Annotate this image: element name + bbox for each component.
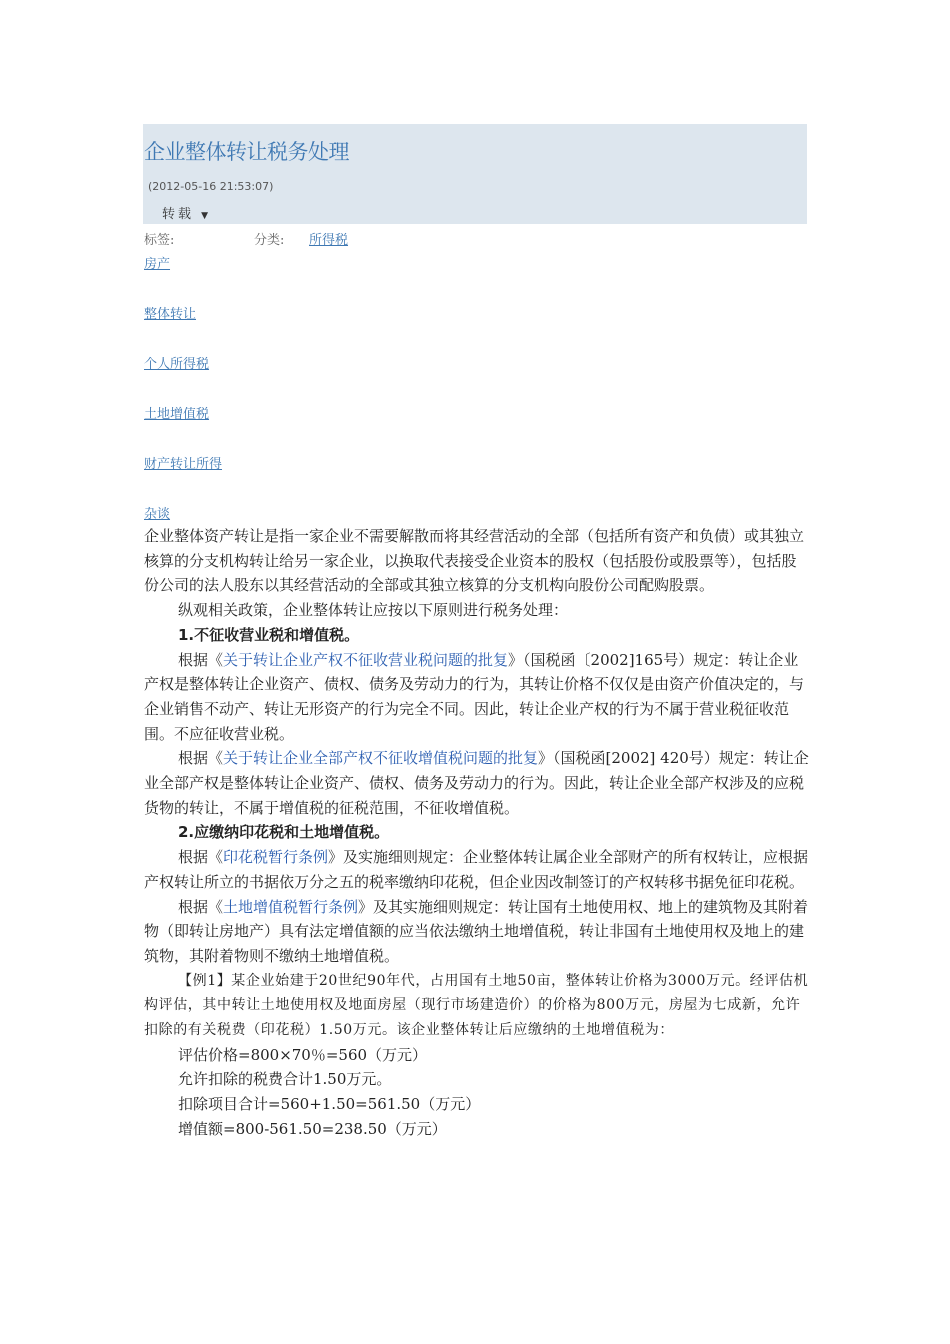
regulation-link[interactable]: 关于转让企业产权不征收营业税问题的批复 — [223, 650, 509, 669]
tag-item — [144, 303, 222, 353]
regulation-link[interactable]: 土地增值税暂行条例 — [223, 897, 359, 916]
repost-dropdown[interactable] — [162, 203, 208, 222]
section-heading-2: 2.应缴纳印花税和土地增值税。 — [178, 823, 390, 842]
paragraph-business-tax — [144, 648, 810, 747]
section-heading-1: 1.不征收营业税和增值税。 — [178, 625, 360, 644]
paragraph-land-vat — [144, 895, 810, 969]
article-body — [144, 524, 810, 1142]
tag-list — [144, 253, 222, 553]
category-link[interactable]: 所得税 — [309, 233, 349, 248]
intro-paragraph: 企业整体资产转让是指一家企业不需要解散而将其经营活动的全部（包括所有资产和负债）或其独立核算的分支机构转让给另一家企业，以换取代表接受企业资本的股权（包括股份或股票等），包括股份公司的法人股东以其经营活动的全部或其独立核算的分支机构向股份公司配购股票。 — [144, 527, 805, 595]
example-paragraph: 【例1】某企业始建于20世纪90年代，占用国有土地50亩，整体转让价格为3000万元。经评估机构评估，其中转让土地使用权及地面房屋（现行市场建造价）的价格为800万元，房屋为七成新，允许扣除的有关税费（印花税）1.50万元。该企业整体转让后应缴纳的土地增值税为： — [144, 972, 809, 1039]
policy-paragraph: 纵观相关政策，企业整体转让应按以下原则进行税务处理： — [178, 601, 569, 620]
regulation-link[interactable]: 关于转让企业全部产权不征收增值税问题的批复 — [223, 749, 539, 768]
repost-label: 转载 — [162, 207, 195, 222]
tag-link[interactable]: 杂谈 — [144, 507, 171, 522]
tag-item — [144, 403, 222, 453]
text: 》（国税函[2002] 420号）规定：转让企业全部产权是整体转让企业资产、债权、债务及劳动力的行为。因此，转让企业全部产权涉及的应税货物的转让，不属于增值税的征税范围，不征收增值税。 — [144, 749, 809, 817]
dropdown-arrow-icon: ▼ — [201, 211, 209, 221]
tag-item — [144, 353, 222, 403]
text: 根据《 — [178, 897, 224, 916]
text: 》（国税函〔2002]165号）规定：转让企业产权是整体转让企业资产、债权、债务及劳动力的行为，其转让价格不仅仅是由资产价值决定的，与企业销售不动产、转让无形资产的行为完全不同。因此，转让企业产权的行为不属于营业税征收范围。不应征收营业税。 — [144, 650, 805, 743]
calc-line: 允许扣除的税费合计1.50万元。 — [178, 1070, 392, 1089]
regulation-link[interactable]: 印花税暂行条例 — [223, 848, 329, 867]
calc-line: 评估价格=800×70％=560（万元） — [178, 1045, 428, 1064]
text: 根据《 — [178, 848, 224, 867]
tag-link[interactable]: 房产 — [144, 257, 171, 272]
tag-link[interactable]: 土地增值税 — [144, 407, 210, 422]
article-header — [143, 124, 807, 224]
text: 》及其实施细则规定：转让国有土地使用权、地上的建筑物及其附着物（即转让房地产）具有法定增值额的应当依法缴纳土地增值税，转让非国有土地使用权及地上的建筑物，其附着物则不缴纳土地增值税。 — [144, 897, 809, 965]
tag-item — [144, 453, 222, 503]
text: 根据《 — [178, 749, 224, 768]
tag-link[interactable]: 个人所得税 — [144, 357, 210, 372]
tag-link[interactable]: 财产转让所得 — [144, 457, 223, 472]
calc-line: 扣除项目合计=560+1.50=561.50（万元） — [178, 1095, 481, 1114]
calc-line: 增值额=800-561.50=238.50（万元） — [178, 1119, 447, 1138]
text: 》及实施细则规定：企业整体转让属企业全部财产的所有权转让，应根据产权转让所立的书据依万分之五的税率缴纳印花税，但企业因改制签订的产权转移书据免征印花税。 — [144, 848, 809, 891]
article-title: 企业整体转让税务处理 — [144, 140, 349, 164]
tag-link[interactable]: 整体转让 — [144, 307, 197, 322]
tag-item — [144, 253, 222, 303]
text: 根据《 — [178, 650, 224, 669]
tags-label: 标签: — [144, 233, 175, 248]
paragraph-stamp-tax — [144, 845, 810, 894]
paragraph-vat — [144, 746, 810, 820]
category-label: 分类: — [254, 233, 285, 248]
publish-timestamp: (2012-05-16 21:53:07) — [148, 180, 274, 193]
